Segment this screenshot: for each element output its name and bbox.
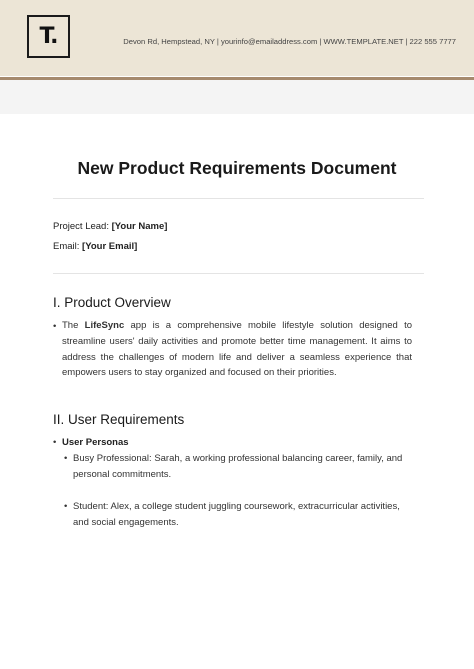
email-label: Email: [53, 241, 80, 252]
section-heading-user-requirements: II. User Requirements [53, 412, 185, 427]
email [53, 241, 137, 252]
project-lead [53, 221, 167, 232]
contact-info: Devon Rd, Hempstead, NY | yourinfo@emailaddress.com | WWW.TEMPLATE.NET | 222 555 7777 [123, 37, 456, 46]
overview-text-rest: app is a comprehensive mobile lifestyle solution designed to streamline users' daily activities and promote better time management. It aims to address the challenges of modern life and deliver a seamless experience that empowers users to stay organized and focused on their priorities. [62, 320, 412, 379]
divider [53, 273, 424, 274]
logo-text: T. [39, 24, 58, 49]
bullet: • [53, 321, 57, 332]
section-heading-overview: I. Product Overview [53, 295, 171, 310]
letterhead [0, 0, 474, 76]
overview-text-start: The [62, 320, 85, 331]
persona-item: Busy Professional: Sarah, a working professional balancing career, family, and personal commitments. [73, 453, 403, 480]
project-lead-value: [Your Name] [111, 221, 168, 232]
product-name: LifeSync [84, 320, 125, 331]
bullet: • [64, 501, 68, 512]
bullet: • [64, 453, 68, 464]
project-lead-label: Project Lead: [53, 221, 109, 232]
divider [53, 198, 424, 199]
logo [27, 15, 70, 58]
document-title: New Product Requirements Document [77, 158, 397, 178]
email-value: [Your Email] [82, 241, 138, 252]
overview-paragraph [62, 318, 412, 381]
persona-item: Student: Alex, a college student juggling coursework, extracurricular activities, and social engagements. [73, 501, 400, 528]
header-band [0, 80, 474, 114]
user-personas-heading: User Personas [62, 437, 129, 448]
bullet: • [53, 437, 57, 448]
